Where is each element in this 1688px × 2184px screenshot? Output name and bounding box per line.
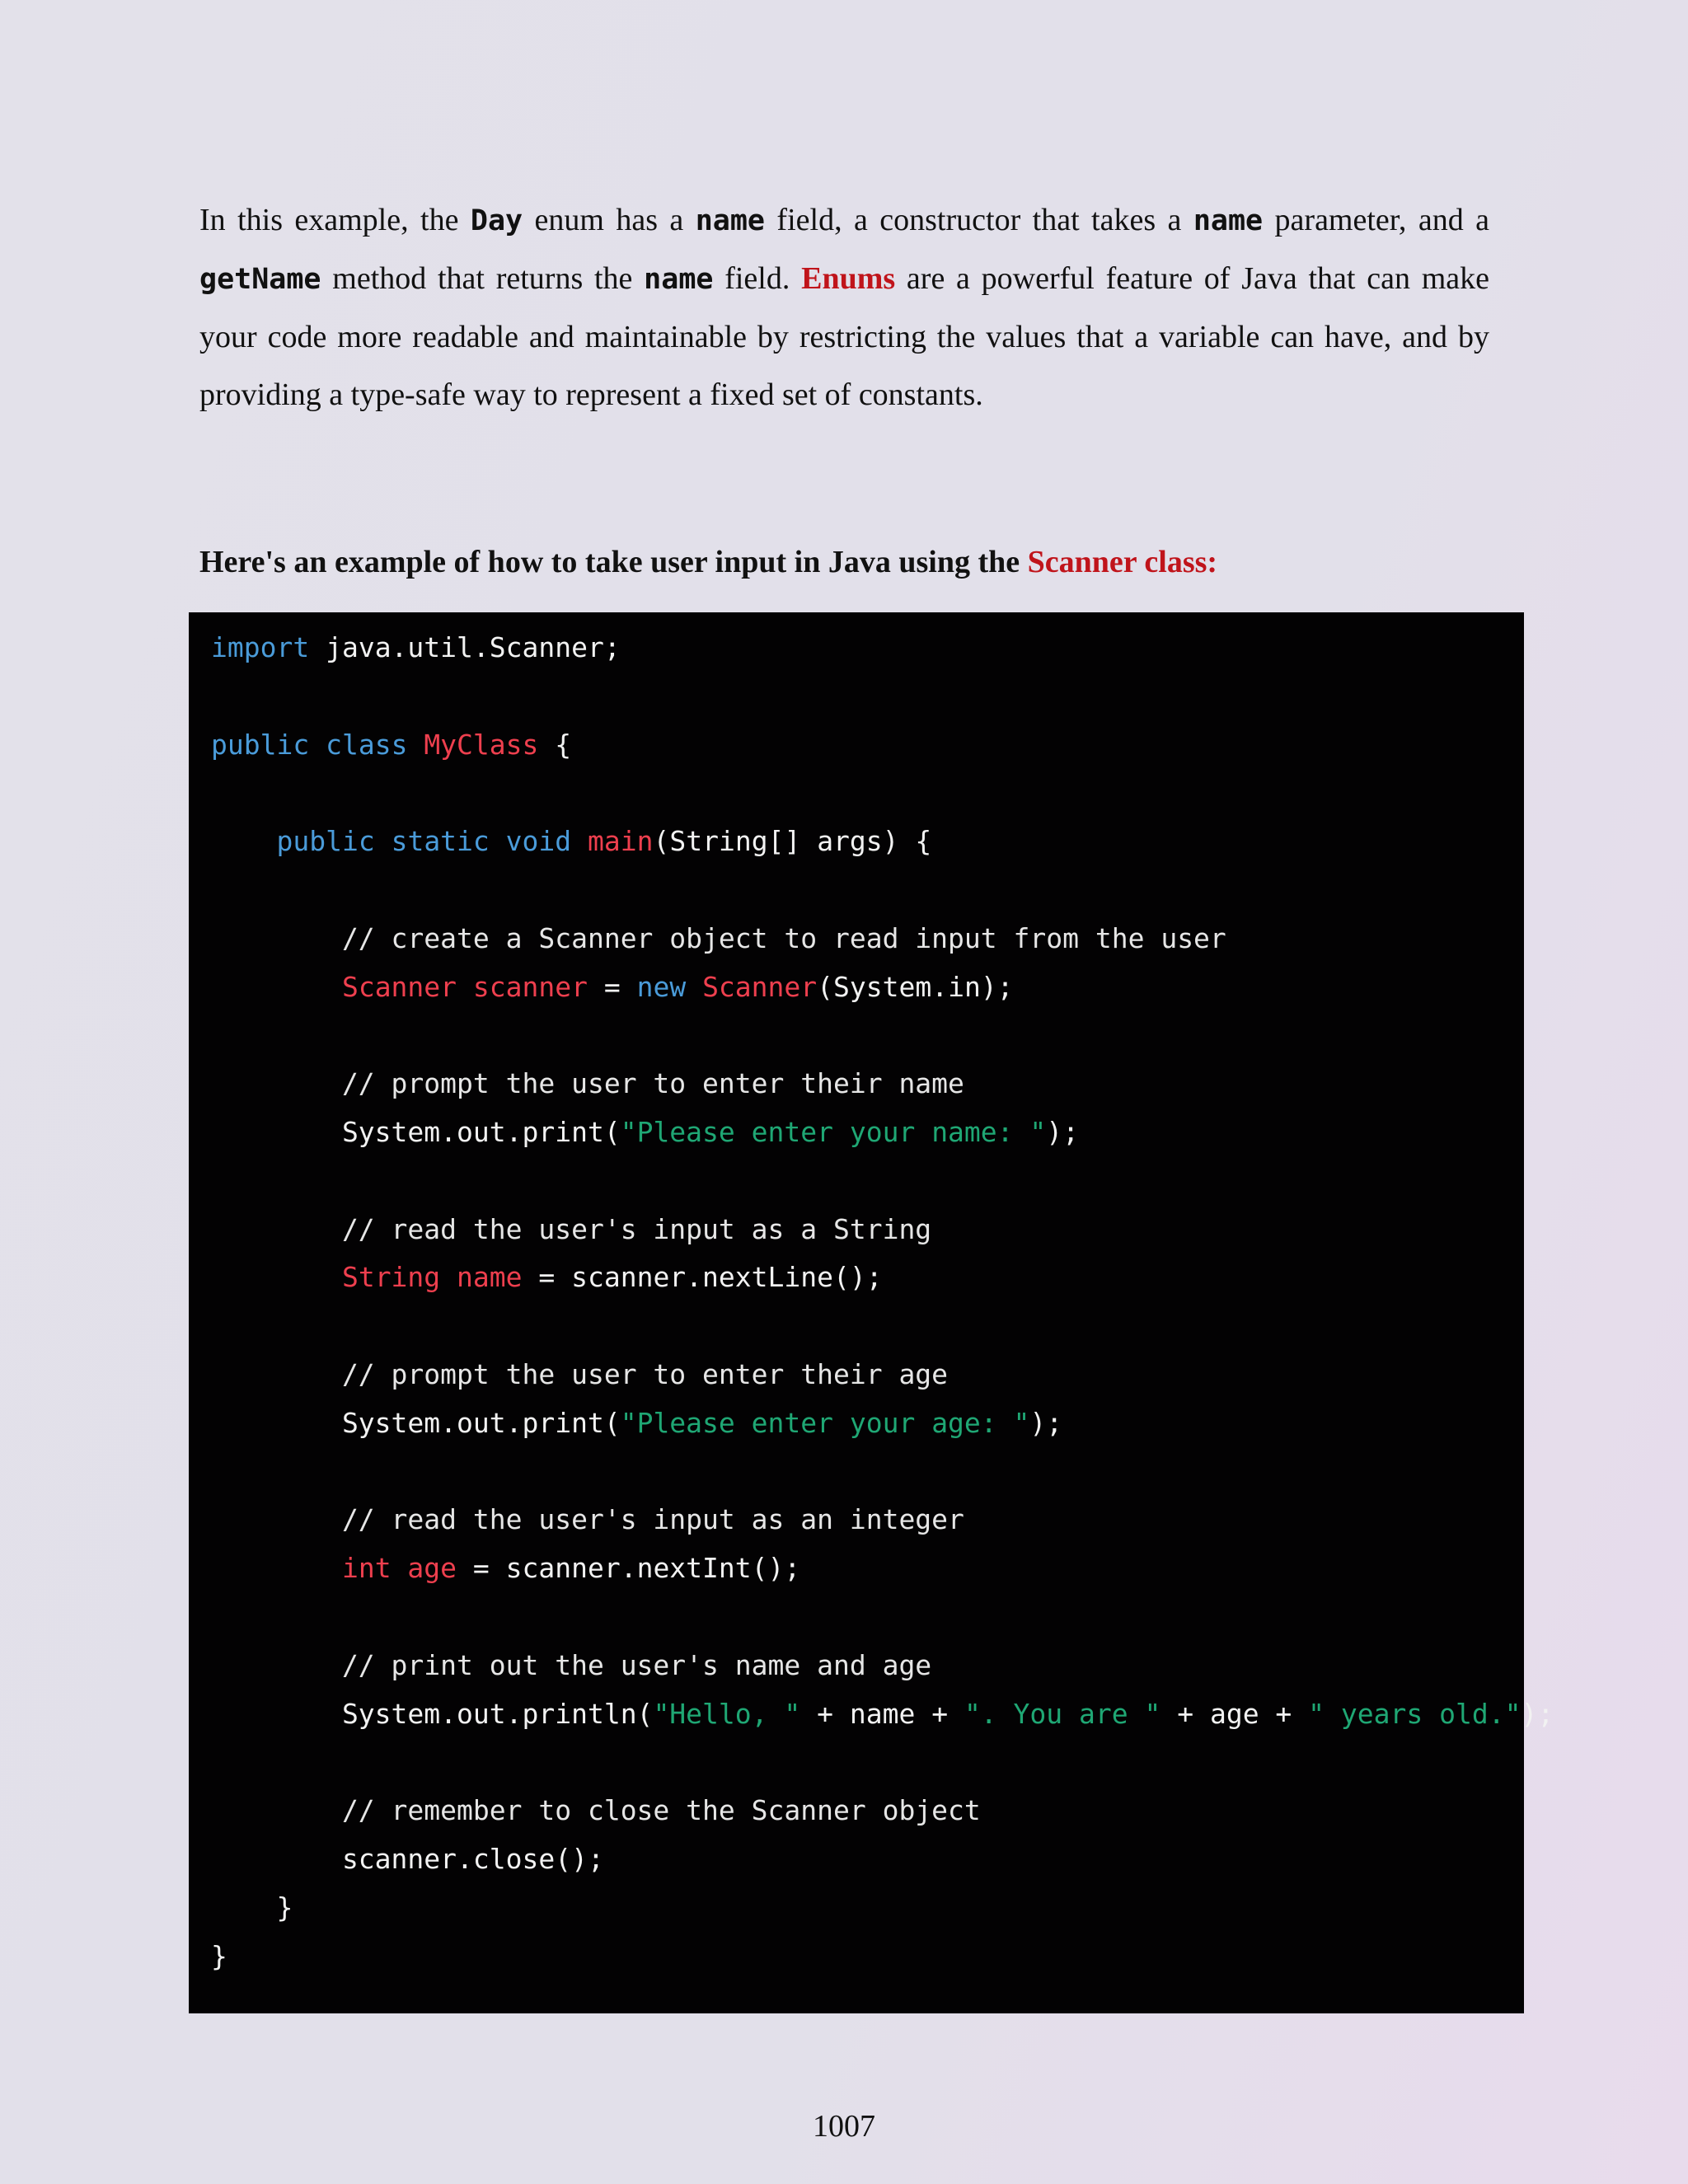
code-line xyxy=(211,1690,1554,1739)
code-line xyxy=(211,963,1524,1012)
code-token: import xyxy=(211,631,310,663)
code-block xyxy=(189,612,1554,2013)
code-token: // print out the user's name and age xyxy=(211,1648,932,1681)
code-token: ); xyxy=(1046,1115,1080,1148)
inline-code-day: Day xyxy=(470,204,523,237)
code-token: // read the user's input as an integer xyxy=(211,1503,964,1536)
code-line xyxy=(211,818,1524,866)
code-token: // create a Scanner object to read input from the user xyxy=(211,921,1226,954)
code-line xyxy=(211,1787,1524,1835)
code-token: "Please enter your age: " xyxy=(620,1406,1030,1439)
code-token: class xyxy=(326,728,408,761)
code-line xyxy=(211,1496,1524,1544)
intro-text-3: field, a constructor that takes a xyxy=(765,203,1193,237)
code-token: // remember to close the Scanner object xyxy=(211,1794,981,1827)
code-line xyxy=(211,1544,1524,1593)
code-token xyxy=(407,729,424,761)
heading-text: Here's an example of how to take user input in Java using the xyxy=(199,545,1028,579)
code-token: scanner.close(); xyxy=(211,1842,604,1875)
code-line xyxy=(211,1642,1524,1690)
intro-text-4: parameter, and a xyxy=(1263,203,1489,237)
code-line xyxy=(211,1448,1524,1497)
code-token: main xyxy=(588,825,654,858)
code-line xyxy=(211,1738,1524,1787)
code-line xyxy=(211,1060,1524,1108)
inline-code-getname: getName xyxy=(199,263,321,296)
code-line xyxy=(211,1206,1524,1254)
code-line xyxy=(211,1254,1524,1302)
code-token: static xyxy=(391,825,490,858)
code-token: } xyxy=(211,1939,227,1972)
code-token: System.out.print( xyxy=(211,1115,621,1148)
highlight-scanner-class: Scanner class: xyxy=(1027,545,1218,579)
code-token: " years old." xyxy=(1308,1697,1522,1730)
code-token: + name + xyxy=(800,1697,964,1730)
inline-code-name-param: name xyxy=(1193,204,1264,237)
code-token: } xyxy=(211,1891,293,1924)
code-token: java.util.Scanner; xyxy=(309,631,621,663)
code-token: new xyxy=(636,970,687,1003)
intro-text-1: In this example, the xyxy=(199,203,471,237)
code-token: public xyxy=(276,825,375,858)
page-number: 1007 xyxy=(813,2109,875,2144)
code-line xyxy=(211,866,1524,915)
code-token: int age xyxy=(341,1552,457,1585)
code-token: ". You are " xyxy=(964,1697,1161,1730)
code-token: System.out.println( xyxy=(211,1697,654,1730)
code-line xyxy=(211,1351,1524,1399)
code-token xyxy=(571,825,588,857)
inline-code-name: name xyxy=(695,204,766,237)
code-token xyxy=(490,825,506,857)
code-token: = xyxy=(587,970,637,1003)
code-line xyxy=(211,1108,1524,1157)
code-line xyxy=(211,721,1524,770)
code-line xyxy=(211,1399,1524,1448)
code-line xyxy=(211,673,1524,721)
code-token: ); xyxy=(1521,1697,1554,1730)
code-token: Scanner scanner xyxy=(341,970,588,1003)
code-token: "Please enter your name: " xyxy=(620,1115,1047,1148)
code-line xyxy=(211,1157,1524,1206)
highlight-enums: Enums xyxy=(801,261,896,296)
code-line xyxy=(211,1593,1524,1642)
code-token: = scanner.nextInt(); xyxy=(457,1552,801,1585)
code-token: = scanner.nextLine(); xyxy=(522,1261,883,1294)
intro-paragraph xyxy=(199,191,1489,424)
code-token: // prompt the user to enter their age xyxy=(211,1357,949,1390)
intro-text-2: enum has a xyxy=(523,203,696,237)
code-token xyxy=(211,825,276,857)
code-token: // prompt the user to enter their name xyxy=(211,1067,964,1100)
code-token: ); xyxy=(1029,1406,1063,1439)
code-line xyxy=(211,1011,1524,1060)
intro-text-5: method that returns the xyxy=(321,261,645,296)
code-line xyxy=(211,624,1524,673)
code-token xyxy=(686,971,702,1003)
code-token: (System.in); xyxy=(817,970,1014,1003)
code-token xyxy=(309,729,326,761)
code-token: MyClass xyxy=(424,728,539,761)
intro-text-6: field. xyxy=(713,261,802,296)
code-token: "Hello, " xyxy=(653,1697,801,1730)
code-token xyxy=(211,1552,342,1584)
code-line xyxy=(211,769,1524,818)
code-token: + age + xyxy=(1160,1697,1309,1730)
code-token xyxy=(211,971,342,1003)
code-token: String name xyxy=(341,1261,523,1294)
code-line xyxy=(211,1933,1524,1981)
code-line xyxy=(211,915,1524,963)
code-token: (String[] args) { xyxy=(653,825,932,858)
code-line xyxy=(211,1884,1524,1933)
code-line xyxy=(211,1835,1524,1884)
code-token xyxy=(375,825,392,857)
code-token: System.out.print( xyxy=(211,1406,621,1439)
code-token: // read the user's input as a String xyxy=(211,1212,932,1245)
code-token: void xyxy=(505,825,572,858)
intro-text-7: are a powerful feature of Java that can make your code more readable and maintainable by restricting the values that a variable can have, and by providing a type-safe way to represent a fixed set of constants. xyxy=(199,261,1489,412)
code-token: public xyxy=(211,728,310,761)
inline-code-name-field: name xyxy=(644,263,714,296)
code-token: Scanner xyxy=(702,970,818,1003)
code-token: { xyxy=(538,728,572,761)
code-token xyxy=(211,1261,342,1293)
section-heading xyxy=(199,536,1518,588)
code-line xyxy=(211,1302,1524,1351)
